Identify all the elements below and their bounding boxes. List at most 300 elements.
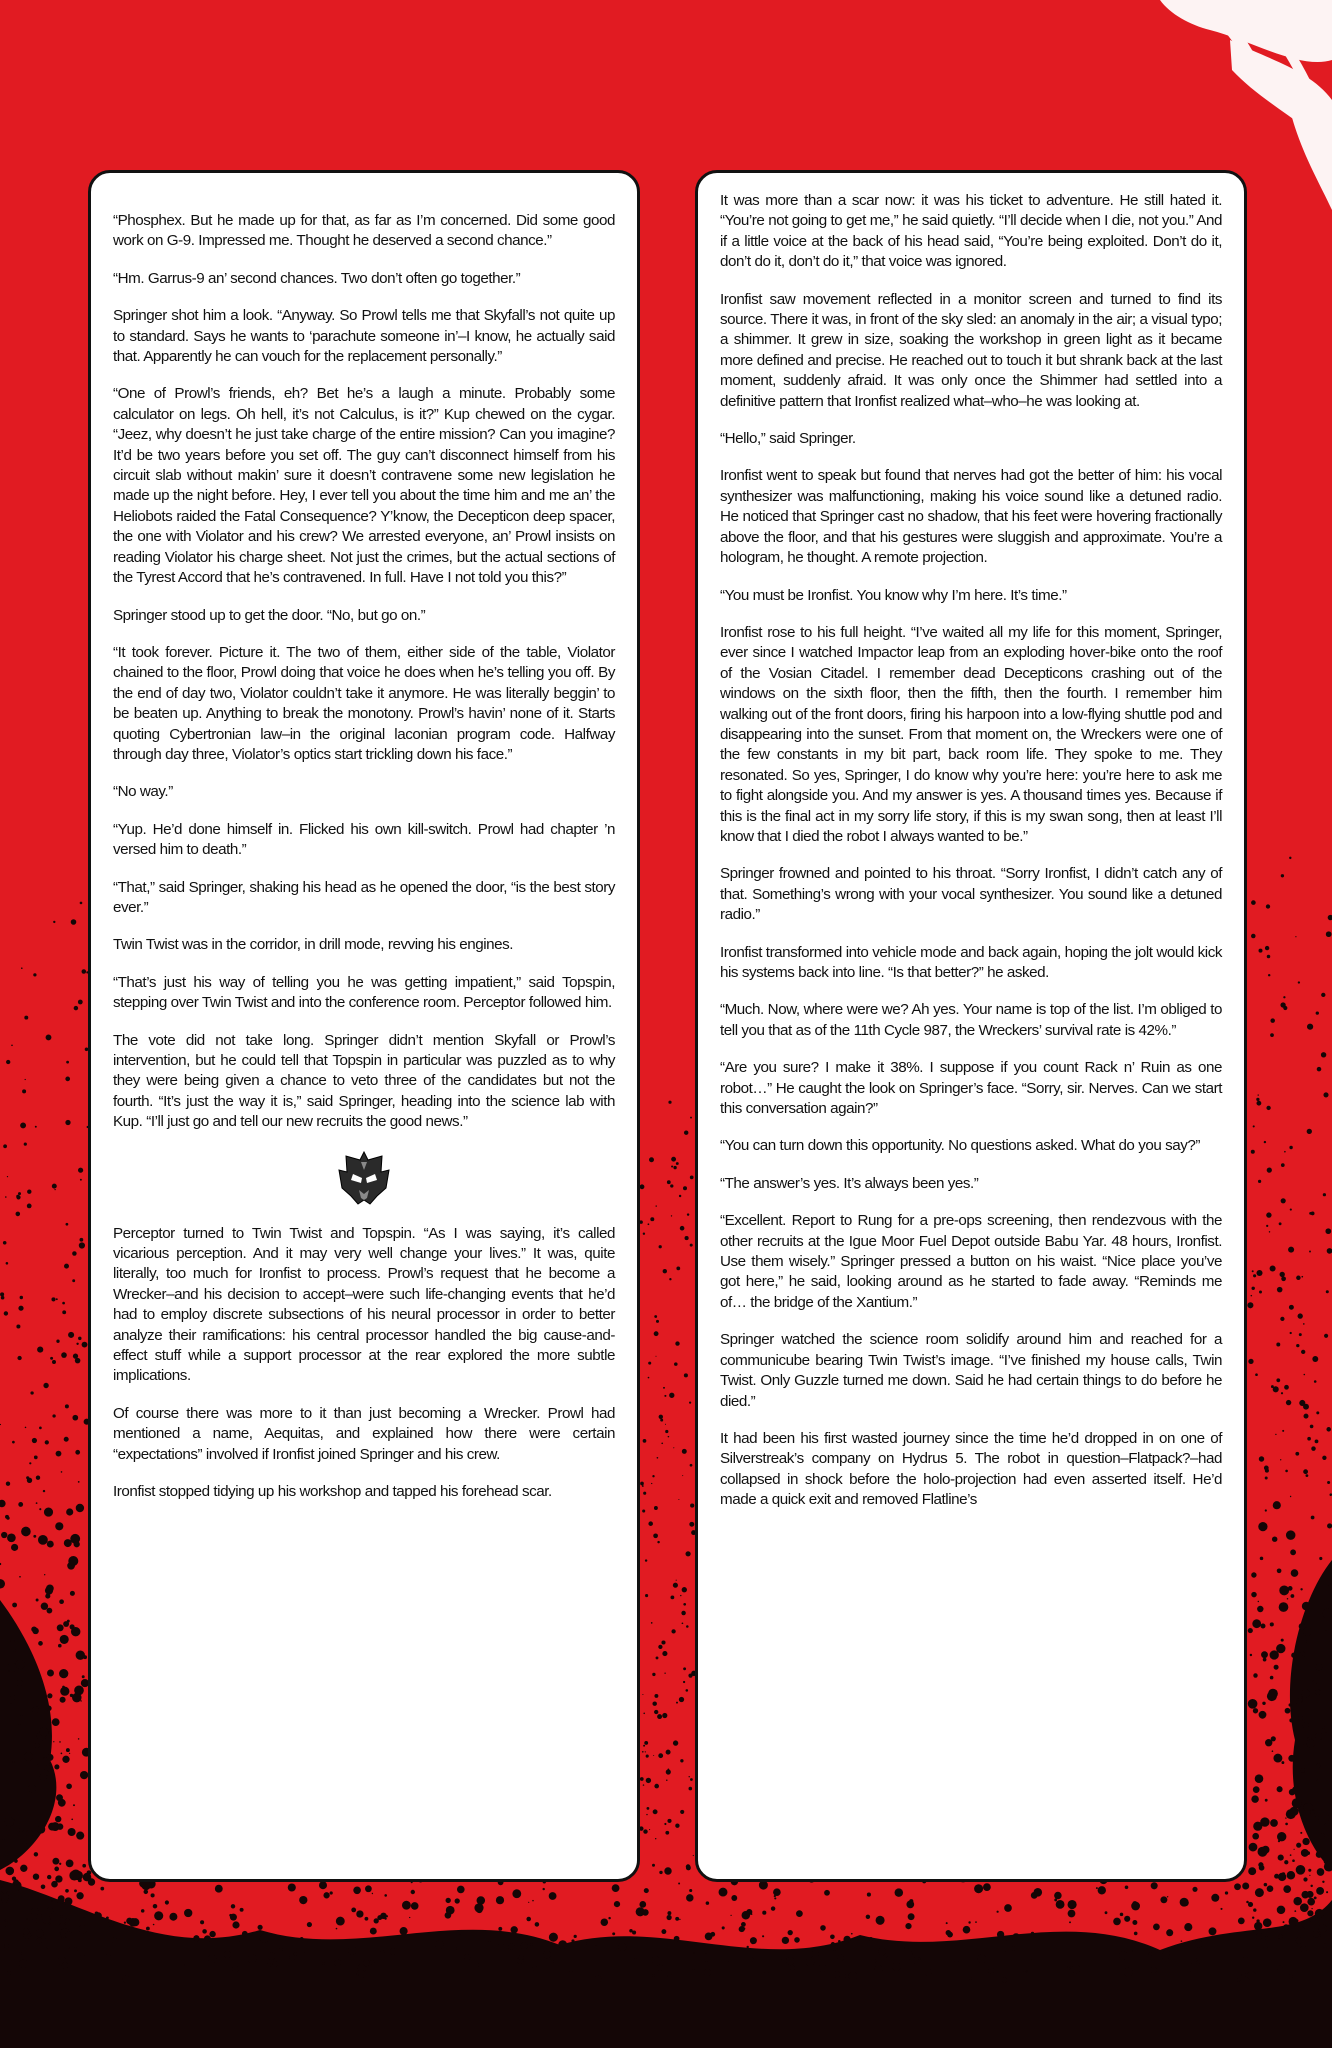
splatter-dot (680, 1759, 683, 1762)
splatter-dot (75, 1358, 81, 1364)
splatter-dot (771, 1906, 775, 1910)
splatter-dot (39, 1508, 41, 1510)
splatter-dot (1269, 1231, 1270, 1232)
splatter-dot (53, 1741, 54, 1742)
splatter-dot (843, 1936, 850, 1943)
splatter-dot (652, 1864, 655, 1867)
splatter-dot (446, 1898, 451, 1903)
splatter-dot (35, 1126, 37, 1128)
splatter-dot (74, 1889, 77, 1892)
splatter-dot (874, 1965, 882, 1973)
splatter-dot (1317, 1067, 1322, 1072)
splatter-dot (1263, 1918, 1272, 1927)
splatter-dot (528, 1902, 529, 1903)
splatter-dot (1322, 1608, 1332, 1618)
splatter-dot (60, 1687, 69, 1696)
splatter-dot (1105, 1911, 1108, 1914)
splatter-dot (151, 1893, 155, 1897)
splatter-dot (1310, 1425, 1314, 1429)
splatter-dot (892, 1963, 901, 1972)
splatter-dot (704, 1969, 711, 1976)
splatter-dot (643, 1492, 646, 1495)
splatter-dot (409, 1917, 410, 1918)
splatter-dot (1132, 1920, 1137, 1925)
splatter-dot (1282, 1872, 1286, 1876)
splatter-dot (193, 1935, 199, 1941)
splatter-dot (549, 1933, 558, 1942)
splatter-dot (1295, 1452, 1299, 1456)
splatter-dot (680, 1226, 685, 1231)
splatter-dot (665, 1831, 669, 1835)
splatter-dot (1270, 1650, 1279, 1659)
splatter-dot (56, 1794, 63, 1801)
splatter-dot (1274, 1665, 1279, 1670)
splatter-dot (37, 1705, 39, 1707)
splatter-dot (654, 1694, 658, 1698)
splatter-dot (192, 1938, 195, 1941)
splatter-dot (642, 1485, 644, 1487)
splatter-dot (1, 1886, 8, 1893)
splatter-dot (508, 1943, 515, 1950)
splatter-dot (1298, 981, 1300, 983)
splatter-dot (678, 1883, 680, 1885)
splatter-dot (36, 1476, 40, 1480)
splatter-dot (11, 1544, 18, 1551)
splatter-dot (23, 1928, 30, 1935)
splatter-dot (535, 1922, 540, 1927)
splatter-dot (32, 1438, 37, 1443)
splatter-dot (1295, 936, 1296, 937)
splatter-dot (66, 1508, 73, 1515)
splatter-dot (689, 1776, 690, 1777)
splatter-dot (31, 1908, 39, 1916)
splatter-dot (1153, 1924, 1160, 1931)
splatter-dot (1281, 1163, 1285, 1167)
splatter-dot (24, 1016, 28, 1020)
splatter-dot (33, 1874, 39, 1880)
splatter-dot (1286, 1400, 1291, 1405)
splatter-dot (1309, 1875, 1310, 1876)
splatter-dot (1270, 1622, 1274, 1626)
splatter-dot (71, 1627, 80, 1636)
paragraph: “Excellent. Report to Rung for a pre-ops screening, then rendezvous with the other recruits at the Igue Moor Fuel Depot outside Babu Yar. 48 hours, Ironfist. Use them wisely.” Springer pressed a button on his waist. “Nice place you’ve got here,” he said, looking around as he started to fade away. “Reminds me of… the bridge of the Xantium.” (720, 1212, 1222, 1311)
splatter-dot (8, 1845, 11, 1848)
splatter-dot (1034, 1888, 1043, 1897)
splatter-dot (78, 1337, 81, 1340)
splatter-dot (83, 1916, 85, 1918)
splatter-dot (1002, 1977, 1007, 1982)
splatter-dot (1303, 1469, 1308, 1474)
splatter-dot (1316, 1779, 1318, 1781)
splatter-dot (639, 1901, 646, 1908)
splatter-dot (730, 1915, 731, 1916)
splatter-dot (293, 1952, 297, 1956)
splatter-dot (1258, 1601, 1259, 1602)
splatter-dot (1248, 1359, 1253, 1364)
splatter-dot (66, 1691, 67, 1692)
splatter-dot (105, 1954, 110, 1959)
splatter-dot (1293, 1849, 1294, 1850)
splatter-dot (319, 1881, 327, 1889)
paragraph: “The answer’s yes. It’s always been yes.” (720, 1174, 979, 1192)
splatter-dot (1302, 1920, 1311, 1929)
splatter-dot (1196, 1960, 1200, 1964)
splatter-dot (719, 1888, 728, 1897)
splatter-dot (68, 1332, 74, 1338)
splatter-dot (1004, 1904, 1012, 1912)
splatter-dot (1315, 1689, 1320, 1694)
splatter-dot (686, 1894, 693, 1901)
splatter-dot (794, 1937, 800, 1943)
splatter-dot (16, 1195, 19, 1198)
splatter-dot (41, 1885, 46, 1890)
splatter-dot (869, 1937, 873, 1941)
splatter-dot (1280, 1272, 1285, 1277)
splatter-dot (75, 1450, 80, 1455)
splatter-dot (518, 1955, 523, 1960)
splatter-dot (1315, 1664, 1322, 1671)
splatter-dot (693, 1952, 695, 1954)
splatter-dot (224, 1951, 231, 1958)
splatter-dot (1285, 1823, 1288, 1826)
splatter-dot (74, 1006, 78, 1010)
paragraph: “One of Prowl’s friends, eh? Bet he’s a laugh a minute. Probably some calculator on legs. Oh hell, it’s not Calculus, is it?” Kup chewed on the cygar. “Jeez, why doesn’t he just take charge of the entire mission? Can you imagine? It’d be two years before you set off. The guy can’t disconnect himself from his circuit slab without makin’ sure it doesn’t contravene some new legislation he made up the night before. Hey, I ever tell you about the time him and me an’ the Heliobots raided the Fatal Consequence? Y’know, the Decepticon deep spacer, the one with Violator and his crew? We arrested everyone, an’ Prowl insists on reading Violator his charge sheet. Not just the crimes, but the actual sections of the Tyrest Accord that he’s contravened. In full. Have I not told you this?” (113, 385, 615, 587)
splatter-dot (1281, 1639, 1284, 1642)
splatter-dot (62, 1756, 69, 1763)
splatter-dot (1325, 1630, 1326, 1631)
splatter-dot (1261, 1624, 1266, 1629)
splatter-dot (1270, 1265, 1276, 1271)
splatter-dot (80, 1179, 82, 1181)
splatter-dot (674, 1362, 678, 1366)
splatter-dot (512, 1889, 521, 1898)
splatter-dot (1280, 1317, 1284, 1321)
splatter-dot (56, 1298, 58, 1300)
splatter-dot (1302, 1602, 1311, 1611)
splatter-dot (1315, 1938, 1318, 1941)
splatter-dot (56, 1451, 62, 1457)
splatter-dot (1259, 1865, 1265, 1871)
splatter-dot (1308, 1869, 1311, 1872)
splatter-dot (370, 1960, 375, 1965)
splatter-dot (1291, 1594, 1295, 1598)
splatter-dot (21, 1527, 31, 1537)
splatter-dot (675, 1824, 679, 1828)
splatter-dot (1299, 1623, 1306, 1630)
splatter-dot (595, 1945, 597, 1947)
splatter-dot (58, 1644, 62, 1648)
right-text-panel (695, 170, 1247, 1882)
splatter-dot (82, 969, 87, 974)
splatter-dot (1283, 1921, 1285, 1923)
splatter-dot (300, 1937, 304, 1941)
splatter-dot (1302, 1722, 1308, 1728)
splatter-dot (1322, 1726, 1325, 1729)
splatter-dot (1327, 1523, 1332, 1528)
splatter-dot (652, 1673, 655, 1676)
splatter-dot (1278, 1855, 1284, 1861)
splatter-dot (661, 1442, 663, 1444)
splatter-dot (474, 1903, 483, 1912)
splatter-dot (1004, 1938, 1007, 1941)
splatter-dot (532, 1900, 534, 1902)
splatter-dot (1290, 1854, 1292, 1856)
splatter-dot (95, 1912, 102, 1919)
splatter-dot (1124, 1967, 1133, 1976)
splatter-dot (4, 1817, 13, 1826)
paragraph: “Much. Now, where were we? Ah yes. Your name is top of the list. I’m obliged to tell you that as of the 11th Cycle 987, the Wreckers’ survival rate is 42%.” (720, 1001, 1222, 1039)
splatter-dot (268, 1952, 276, 1960)
splatter-dot (668, 1436, 670, 1438)
splatter-dot (1260, 1557, 1264, 1561)
splatter-dot (1321, 1052, 1326, 1057)
splatter-dot (532, 1966, 537, 1971)
splatter-dot (1272, 1750, 1274, 1752)
splatter-dot (155, 1937, 157, 1939)
splatter-dot (61, 1471, 63, 1473)
splatter-dot (685, 1551, 690, 1556)
splatter-dot (380, 1950, 385, 1955)
splatter-dot (20, 1865, 27, 1872)
splatter-dot (584, 1942, 587, 1945)
splatter-dot (1246, 1901, 1249, 1904)
splatter-dot (78, 1878, 82, 1882)
splatter-dot (1267, 1168, 1272, 1173)
splatter-dot (1281, 1276, 1286, 1281)
splatter-dot (1280, 1459, 1281, 1460)
splatter-dot (848, 1972, 857, 1981)
splatter-dot (1315, 1440, 1319, 1444)
splatter-dot (10, 1639, 14, 1643)
right-column (720, 191, 1222, 1511)
splatter-dot (37, 1825, 45, 1833)
splatter-dot (34, 1743, 39, 1748)
splatter-dot (304, 1952, 306, 1954)
splatter-dot (1299, 1400, 1305, 1406)
splatter-dot (37, 1347, 43, 1353)
splatter-dot (7, 1971, 11, 1975)
splatter-dot (904, 1946, 908, 1950)
splatter-dot (1258, 1180, 1261, 1183)
splatter-dot (13, 1649, 16, 1652)
splatter-dot (41, 1603, 48, 1610)
splatter-dot (1256, 1098, 1259, 1101)
splatter-dot (1192, 1887, 1197, 1892)
splatter-dot (1166, 1929, 1173, 1936)
splatter-dot (1301, 1655, 1302, 1656)
splatter-dot (51, 1900, 53, 1902)
splatter-dot (48, 1731, 51, 1734)
splatter-dot (612, 1932, 615, 1935)
splatter-dot (248, 1954, 257, 1963)
splatter-dot (1131, 1950, 1133, 1952)
splatter-dot (1326, 1427, 1331, 1432)
splatter-dot (1296, 1843, 1301, 1848)
splatter-dot (1289, 1789, 1296, 1796)
splatter-dot (683, 1681, 685, 1683)
splatter-dot (80, 902, 83, 905)
paragraph: The vote did not take long. Springer didn’t mention Skyfall or Prowl’s intervention, but he could tell that Topspin in particular was puzzled as to why they were being given a chance to veto three of the candidates but not the fourth. “It’s just the way it is,” said Springer, heading into the science lab with Kup. “I’ll just go and tell our new recruits the good news.” (113, 1031, 615, 1131)
paragraph: “You can turn down this opportunity. No questions asked. What do you say?” (720, 1137, 1200, 1155)
splatter-dot (51, 1881, 58, 1888)
splatter-dot (209, 1931, 215, 1937)
splatter-dot (831, 1944, 838, 1951)
left-column (113, 211, 615, 1503)
splatter-dot (1252, 1917, 1254, 1919)
splatter-dot (1312, 1680, 1316, 1684)
splatter-dot (1325, 1731, 1326, 1732)
splatter-dot (13, 1879, 19, 1885)
splatter-dot (365, 1917, 369, 1921)
splatter-dot (664, 1395, 666, 1397)
splatter-dot (1311, 1211, 1315, 1215)
splatter-dot (279, 1948, 283, 1952)
splatter-dot (1266, 1212, 1271, 1217)
splatter-dot (27, 1190, 31, 1194)
splatter-dot (1300, 1768, 1305, 1773)
splatter-dot (654, 1331, 659, 1336)
splatter-dot (1225, 1891, 1228, 1894)
paragraph: Springer frowned and pointed to his throat. “Sorry Ironfist, I didn’t catch any of that. Something’s wrong with your vocal synthesizer. You sound like a detuned radio.” (720, 865, 1222, 924)
splatter-dot (88, 1878, 95, 1885)
splatter-dot (1283, 1885, 1291, 1893)
splatter-dot (969, 1977, 972, 1980)
splatter-dot (683, 1667, 686, 1670)
splatter-dot (108, 1921, 114, 1927)
splatter-dot (25, 1427, 27, 1429)
splatter-dot (1255, 1888, 1264, 1897)
splatter-dot (42, 1916, 50, 1924)
splatter-dot (643, 1784, 644, 1785)
splatter-dot (72, 1279, 75, 1282)
splatter-dot (1270, 1676, 1274, 1680)
splatter-dot (1068, 1900, 1077, 1909)
splatter-dot (1258, 1522, 1267, 1531)
splatter-dot (1296, 1865, 1306, 1875)
splatter-dot (76, 1343, 78, 1345)
splatter-dot (1288, 1247, 1294, 1253)
splatter-dot (55, 1522, 63, 1530)
splatter-dot (153, 1924, 155, 1926)
splatter-dot (52, 1858, 59, 1865)
splatter-dot (1309, 1251, 1311, 1253)
splatter-dot (646, 1814, 647, 1815)
splatter-dot (1316, 1716, 1317, 1717)
splatter-dot (673, 1447, 674, 1448)
splatter-dot (679, 1697, 684, 1702)
splatter-dot (28, 1785, 36, 1793)
splatter-dot (659, 1871, 662, 1874)
splatter-dot (56, 1340, 59, 1343)
splatter-dot (1253, 1822, 1262, 1831)
splatter-dot (764, 1971, 770, 1977)
splatter-dot (645, 1559, 647, 1561)
splatter-dot (62, 1962, 69, 1969)
splatter-dot (80, 1771, 88, 1779)
splatter-dot (667, 1973, 672, 1978)
splatter-dot (1253, 1708, 1258, 1713)
splatter-dot (1322, 1881, 1324, 1883)
splatter-dot (1257, 1606, 1263, 1612)
splatter-dot (74, 1541, 80, 1547)
splatter-dot (1266, 1225, 1268, 1227)
splatter-dot (830, 1934, 835, 1939)
splatter-dot (812, 1950, 819, 1957)
splatter-dot (666, 1915, 671, 1920)
splatter-dot (65, 1918, 70, 1923)
splatter-dot (741, 1922, 746, 1927)
splatter-dot (60, 1635, 69, 1644)
splatter-dot (747, 1946, 749, 1948)
splatter-dot (20, 1296, 23, 1299)
splatter-dot (67, 1620, 70, 1623)
paragraph: Springer shot him a look. “Anyway. So Prowl tells me that Skyfall’s not quite up to standard. Says he wants to ‘parachute someone in’–I know, he actually said that. Apparently he can vouch for the replacement personally.” (113, 307, 615, 366)
splatter-dot (252, 1932, 253, 1933)
splatter-dot (1300, 1946, 1307, 1953)
splatter-dot (78, 1168, 83, 1173)
splatter-dot (612, 1884, 620, 1892)
splatter-dot (82, 1864, 86, 1868)
paragraph: “Hm. Garrus-9 an’ second chances. Two don’t often go together.” (113, 269, 521, 287)
splatter-dot (946, 1922, 948, 1924)
splatter-dot (1285, 1470, 1288, 1473)
splatter-dot (648, 1223, 650, 1225)
splatter-dot (688, 1674, 692, 1678)
splatter-dot (683, 1186, 687, 1190)
splatter-dot (32, 1628, 39, 1635)
splatter-dot (66, 1783, 72, 1789)
splatter-dot (1256, 1101, 1261, 1106)
splatter-dot (62, 1686, 65, 1689)
splatter-dot (1259, 1456, 1264, 1461)
splatter-dot (5, 1515, 9, 1519)
splatter-dot (644, 1741, 648, 1745)
splatter-dot (1166, 1964, 1169, 1967)
splatter-dot (1316, 1763, 1321, 1768)
splatter-dot (45, 1594, 50, 1599)
splatter-dot (655, 1838, 656, 1839)
splatter-dot (307, 1922, 312, 1927)
splatter-dot (32, 1706, 39, 1713)
splatter-dot (657, 1457, 659, 1459)
splatter-dot (1247, 1971, 1256, 1980)
splatter-dot (1251, 1572, 1256, 1577)
splatter-dot (684, 1130, 688, 1134)
splatter-dot (679, 1195, 681, 1197)
splatter-dot (47, 1608, 53, 1614)
splatter-dot (1261, 1651, 1268, 1658)
splatter-dot (1304, 1414, 1309, 1419)
splatter-dot (202, 1929, 207, 1934)
splatter-dot (76, 1651, 85, 1660)
splatter-dot (773, 1888, 781, 1896)
splatter-dot (1134, 1932, 1138, 1936)
splatter-dot (4, 1311, 8, 1315)
splatter-dot (1280, 1002, 1285, 1007)
splatter-dot (690, 1244, 693, 1247)
splatter-dot (1314, 1896, 1317, 1899)
splatter-dot (790, 1965, 795, 1970)
splatter-dot (667, 1180, 671, 1184)
splatter-dot (674, 1936, 680, 1942)
splatter-dot (1290, 1209, 1292, 1211)
splatter-dot (29, 1462, 31, 1464)
splatter-dot (1317, 1868, 1325, 1876)
splatter-dot (659, 1415, 663, 1419)
splatter-dot (1251, 934, 1256, 939)
splatter-dot (925, 1969, 932, 1976)
splatter-dot (788, 1930, 793, 1935)
